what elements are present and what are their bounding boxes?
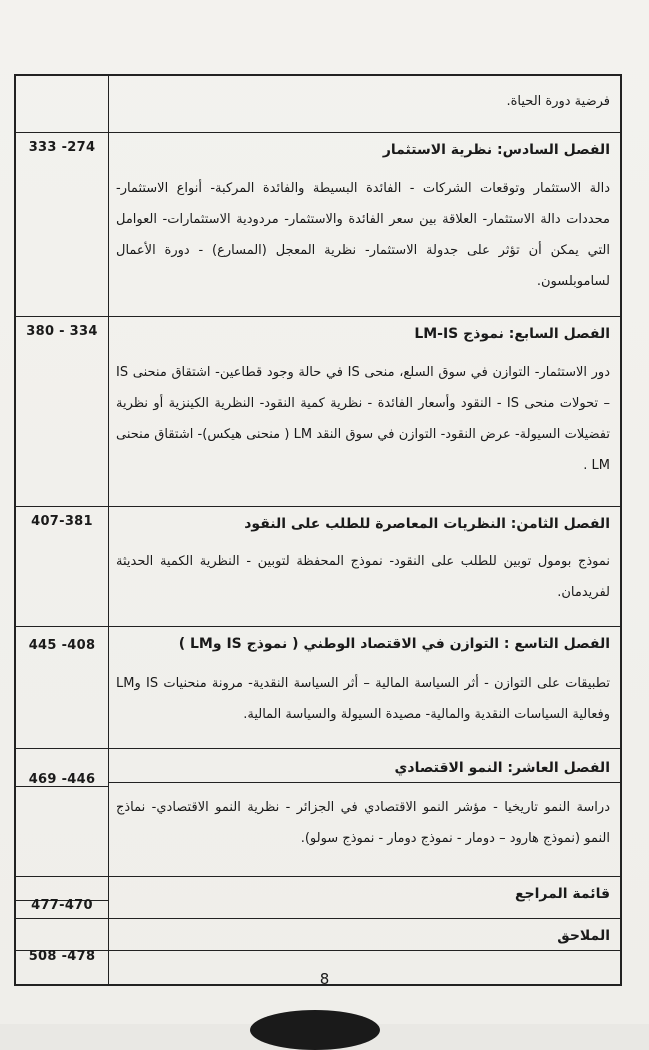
chapter-pages: 469 -446 xyxy=(28,772,96,787)
appendices-title: الملاحق xyxy=(557,928,610,944)
page-number: 8 xyxy=(319,970,330,988)
row-divider xyxy=(16,132,620,133)
row-divider xyxy=(16,626,620,627)
row-divider xyxy=(16,786,108,787)
appendices-pages: 508 -478 xyxy=(28,949,96,964)
row-divider xyxy=(108,782,620,783)
chapter-title: الفصل الثامن: النظريات المعاصرة للطلب على النقود xyxy=(244,516,610,532)
chapter-title: الفصل العاشر: النمو الاقتصادي xyxy=(394,760,610,776)
chapter-body: تطبيقات على التوازن - أثر السياسة المالية – أثر السياسة النقدية- مرونة منحنيات IS وLM وفعالية السياسات النقدية والمالية- مصيدة السيولة والسياسة المالية. xyxy=(116,676,610,722)
chapter-body: دور الاستثمار- التوازن في سوق السلع، منحى IS في حالة وجود قطاعين- اشتقاق منحنى IS – تحولات منحى IS - النقود وأسعار الفائدة - نظرية كمية النقود- النظرية الكينزية أو نظرية تفضيلات السيولة- عرض النقود- التوازن في سوق النقد LM ( منحنى هيكس)- اشتقاق منحنى LM . xyxy=(116,365,610,473)
row-divider xyxy=(16,876,620,877)
chapter-body: نموذج بومول توبين للطلب على النقود- نموذج المحفظة لتوبين - النظرية الكمية الحديثة لفريدمان. xyxy=(116,554,610,600)
scan-shadow xyxy=(250,1010,380,1050)
chapter-title: الفصل التاسع : التوازن في الاقتصاد الوطني ( نموذج IS وLM ) xyxy=(178,636,610,652)
table-of-contents xyxy=(14,74,622,986)
chapter-body: دراسة النمو تاريخيا - مؤشر النمو الاقتصادي في الجزائر - نظرية النمو الاقتصادي- نماذج النمو (نموذج هارود – دومار - نموذج دومار - نموذج سولو). xyxy=(116,800,610,846)
intro-line: فرضية دورة الحياة. xyxy=(506,94,610,109)
references-title: قائمة المراجع xyxy=(514,886,610,902)
chapter-pages: 333 -274 xyxy=(28,140,96,155)
chapter-pages: 445 -408 xyxy=(28,638,96,653)
chapter-title: الفصل السادس: نظرية الاستثمار xyxy=(382,142,610,158)
chapter-title: الفصل السابع: نموذج LM-IS xyxy=(414,326,610,342)
references-pages: 477-470 xyxy=(31,898,93,913)
chapter-body: دالة الاستثمار وتوقعات الشركات - الفائدة البسيطة والفائدة المركبة- أنواع الاستثمار- محددات دالة الاستثمار- العلاقة بين سعر الفائدة والاستثمار- مردودية الاستثمارات- العوامل التي يمكن أن تؤثر على جدولة الاستثمار- نظرية المعجل (المسارع) - دورة الأعمال لساموبلسون. xyxy=(116,181,610,289)
row-divider xyxy=(16,748,620,749)
row-divider xyxy=(16,506,620,507)
row-divider xyxy=(16,918,620,919)
row-divider xyxy=(16,316,620,317)
chapter-pages: 407-381 xyxy=(31,514,93,529)
column-divider xyxy=(108,76,109,984)
chapter-pages: 380 - 334 xyxy=(26,324,98,339)
